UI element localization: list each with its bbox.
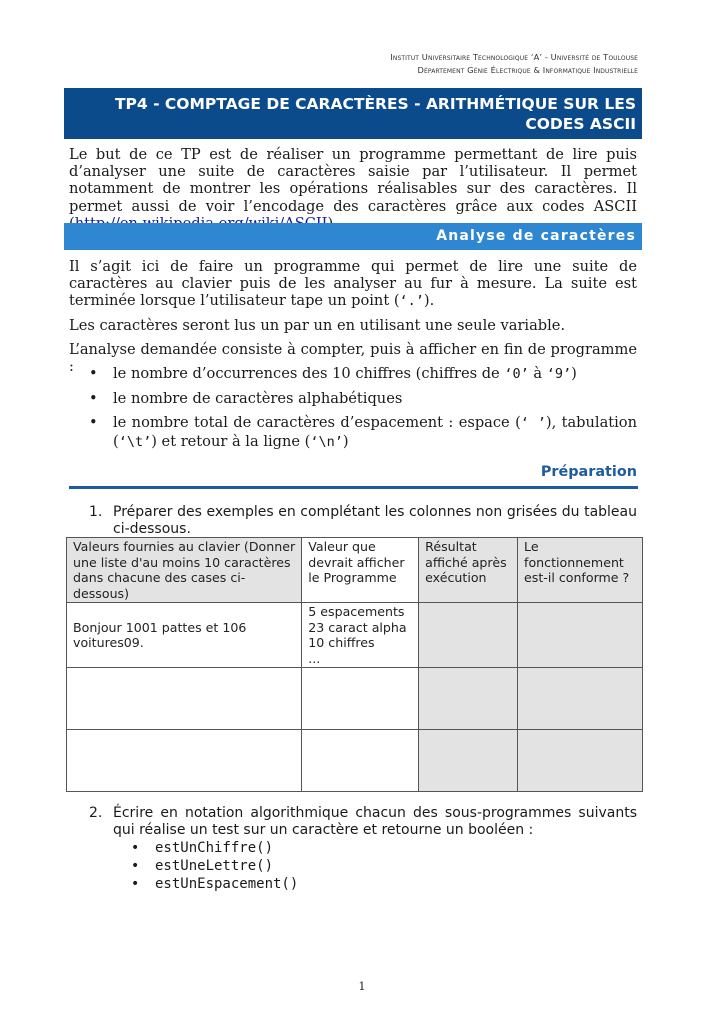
table-header-row (67, 538, 643, 603)
list-item (69, 839, 637, 857)
cell-expected[interactable]: 5 espacements 23 caract alpha 10 chiffres ... (302, 603, 419, 668)
page-number: 1 (358, 980, 366, 993)
bullet-icon: • (131, 840, 140, 856)
table-row (67, 730, 643, 792)
cell-conform (518, 603, 643, 668)
document-title: TP4 - COMPTAGE DE CARACTÈRES - ARITHMÉTIQUE SUR LES CODES ASCII (64, 88, 642, 139)
item-number: 1. (89, 504, 103, 520)
intro-text: Le but de ce TP est de réaliser un programme permettant de lire puis d’analyser une suite de caractères saisie par l’utilisateur. Il permet notamment de montrer les opérations réalisables sur des caractères. Il permet aussi de voir l’encodage des caractères grâce aux codes ASCII (69, 146, 637, 215)
header-institution: Institut Universitaire Technologique ‘A’ - Université de Toulouse (390, 52, 638, 62)
cell-input[interactable]: Bonjour 1001 pattes et 106 voitures09. (67, 603, 302, 668)
list-item: • le nombre total de caractères d’espacement : espace (‘ ’), tabulation (‘\t’) et retour à la ligne (‘\n’) (89, 414, 637, 450)
list-item (69, 875, 637, 893)
code-point: ‘.’ (399, 293, 424, 310)
section1-paragraph-1: Il s’agit ici de faire un programme qui permet de lire une suite de caractères au clavier puis de les analyser au fur à mesure. La suite est terminée lorsque l’utilisateur tape un point (‘.’). (69, 258, 637, 310)
item-text: Écrire en notation algorithmique chacun des sous-programmes suivants qui réalise un test sur un caractère et retourne un booléen : (113, 805, 637, 838)
list-item: • le nombre d’occurrences des 10 chiffres (chiffres de ‘0’ à ‘9’) (89, 365, 577, 382)
cell-expected[interactable] (302, 668, 419, 730)
cell-result (419, 668, 518, 730)
analysis-list (69, 365, 637, 451)
preparation-item-2 (69, 805, 637, 838)
item-number: 2. (89, 805, 103, 821)
list-item (69, 857, 637, 875)
cell-conform (518, 668, 643, 730)
bullet-icon: • (131, 876, 140, 892)
function-estunelettre: estUneLettre() (155, 858, 274, 874)
header-cell-input: Valeurs fournies au clavier (Donner une liste d'au moins 10 caractères dans chacune des cases ci-dessous) (67, 538, 302, 603)
function-list (69, 839, 637, 893)
table-row (67, 668, 643, 730)
cell-result (419, 603, 518, 668)
section-title-preparation: Préparation (540, 464, 637, 480)
examples-table (66, 537, 643, 792)
cell-input[interactable] (67, 668, 302, 730)
cell-conform (518, 730, 643, 792)
table-row (67, 603, 643, 668)
list-item: • le nombre de caractères alphabétiques (89, 390, 403, 408)
document-header (390, 51, 638, 77)
bullet-icon: • (89, 390, 98, 408)
bullet-icon: • (131, 858, 140, 874)
header-cell-conform: Le fonctionnement est-il conforme ? (518, 538, 643, 603)
item-text: Préparer des exemples en complétant les colonnes non grisées du tableau ci-dessous. (113, 504, 637, 537)
section-title-analyse: Analyse de caractères (64, 223, 642, 250)
header-department: Département Génie Électrique & Informatique Industrielle (417, 65, 638, 75)
bullet-icon: • (89, 414, 98, 432)
cell-result (419, 730, 518, 792)
header-cell-result: Résultat affiché après exécution (419, 538, 518, 603)
section1-paragraph-2: Les caractères seront lus un par un en utilisant une seule variable. (69, 317, 566, 334)
function-estunchiffre: estUnChiffre() (155, 840, 274, 856)
section1-paragraph-3: L’analyse demandée consiste à compter, puis à afficher en fin de programme : (69, 341, 637, 376)
bullet-icon: • (89, 365, 98, 382)
section-divider (69, 486, 638, 489)
function-estunespacement: estUnEspacement() (155, 876, 299, 892)
intro-paragraph (69, 146, 637, 232)
cell-expected[interactable] (302, 730, 419, 792)
header-cell-expected: Valeur que devrait afficher le Programme (302, 538, 419, 603)
preparation-item-1 (69, 504, 637, 537)
cell-input[interactable] (67, 730, 302, 792)
